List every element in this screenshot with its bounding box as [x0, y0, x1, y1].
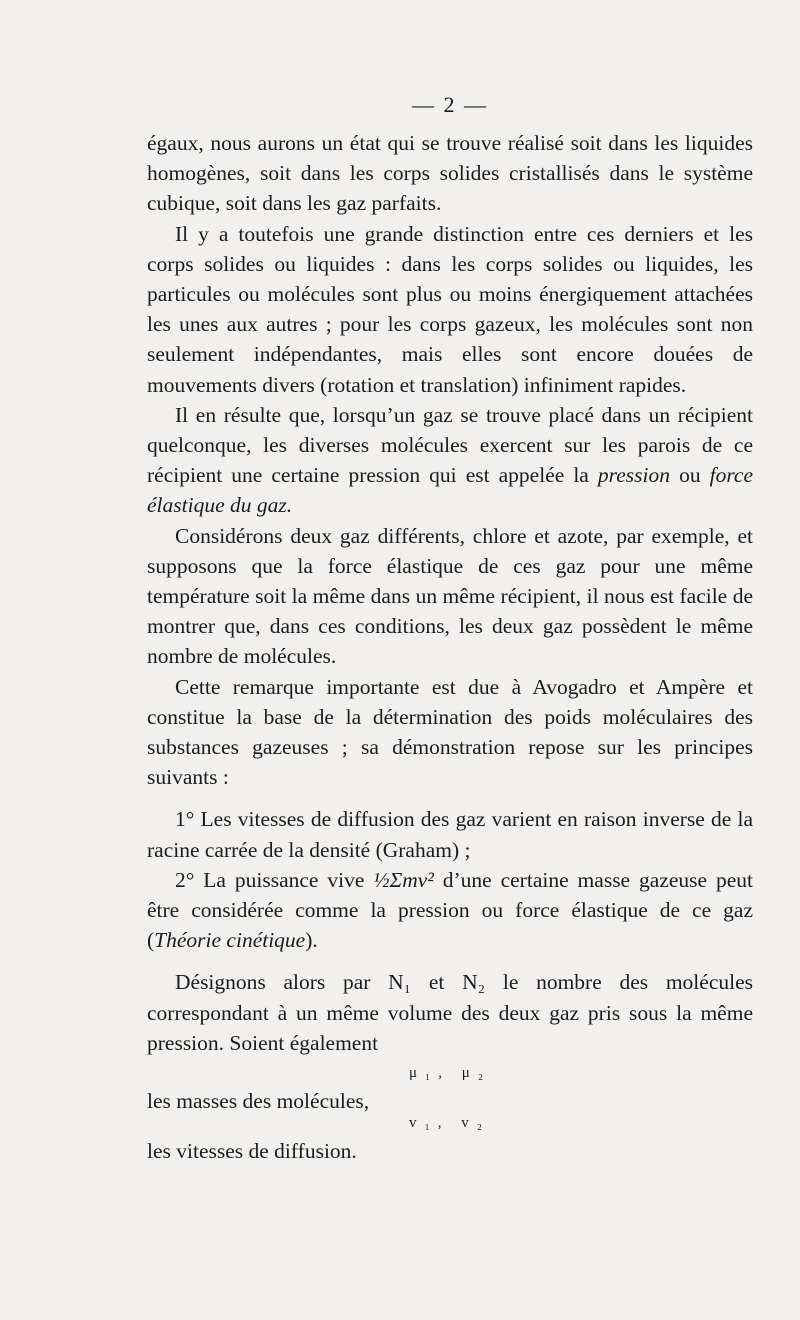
kinetic-energy-formula: ½Σmv² [373, 867, 434, 892]
paragraph-3 [147, 400, 753, 521]
velocity-symbols: v₁, v₂ [409, 1115, 490, 1132]
body-text [147, 128, 753, 1168]
connector-ou: ou [679, 463, 701, 488]
page-number: — 2 — [412, 92, 488, 117]
italic-term-pression: pression [597, 463, 670, 488]
paragraph-8: Désignons alors par N₁ et N₂ le nombre des molécules correspondant à un même volume des deux gaz pris sous la même pression. Soient également [147, 970, 753, 1055]
italic-term-force-elastique: force élastique du gaz. [147, 463, 754, 518]
paragraph-2: Il y a toutefois une grande distinction entre ces derniers et les corps solides ou liquides : dans les corps solides ou liquides, les particules ou molécules sont plus ou moins énergiquement attachées les unes aux autres ; pour les corps gazeux, les molécules sont non seulement indépendantes, mais elles sont encore douées de mouvements divers (rotation et translation) infiniment rapides. [147, 221, 753, 397]
italic-theorie-cinetique: Théorie cinétique [154, 928, 306, 953]
velocities-line [147, 1115, 753, 1168]
paragraph-1: égaux, nous aurons un état qui se trouve réalisé soit dans les liquides homogènes, soit dans les corps solides cristallisés dans le système cubique, soit dans les gaz parfaits. [147, 131, 753, 216]
paragraph-3-text: Il en résulte que, lorsqu’un gaz se trouve placé dans un récipient quelconque, les diverses molécules exercent sur les parois de ce récipient une certaine pression qui est appelée la [147, 402, 753, 488]
paragraph-5: Cette remarque importante est due à Avogadro et Ampère et constitue la base de la détermination des poids moléculaires des substances gazeuses ; sa démonstration repose sur les principes suivants : [147, 674, 753, 790]
principle-2-close: ). [305, 928, 318, 953]
principle-2-start: 2° La puissance vive [175, 867, 365, 892]
principle-2 [147, 865, 753, 956]
principle-2-end: d’une certaine masse gazeuse peut être considérée comme la pression ou force élastique de ce gaz ( [147, 867, 754, 953]
velocities-text: les vitesses de diffusion. [147, 1139, 357, 1164]
masses-text: les masses des molécules, [147, 1089, 370, 1114]
principle-1: 1° Les vitesses de diffusion des gaz varient en raison inverse de la racine carrée de la densité (Graham) ; [147, 807, 753, 862]
paragraph-4: Considérons deux gaz différents, chlore et azote, par exemple, et supposons que la force élastique de ces gaz pour une même température soit la même dans un même récipient, il nous est facile de montrer que, dans ces conditions, les deux gaz possèdent le même nombre de molécules. [147, 523, 753, 669]
mass-symbols: μ₁, μ₂ [409, 1065, 492, 1082]
